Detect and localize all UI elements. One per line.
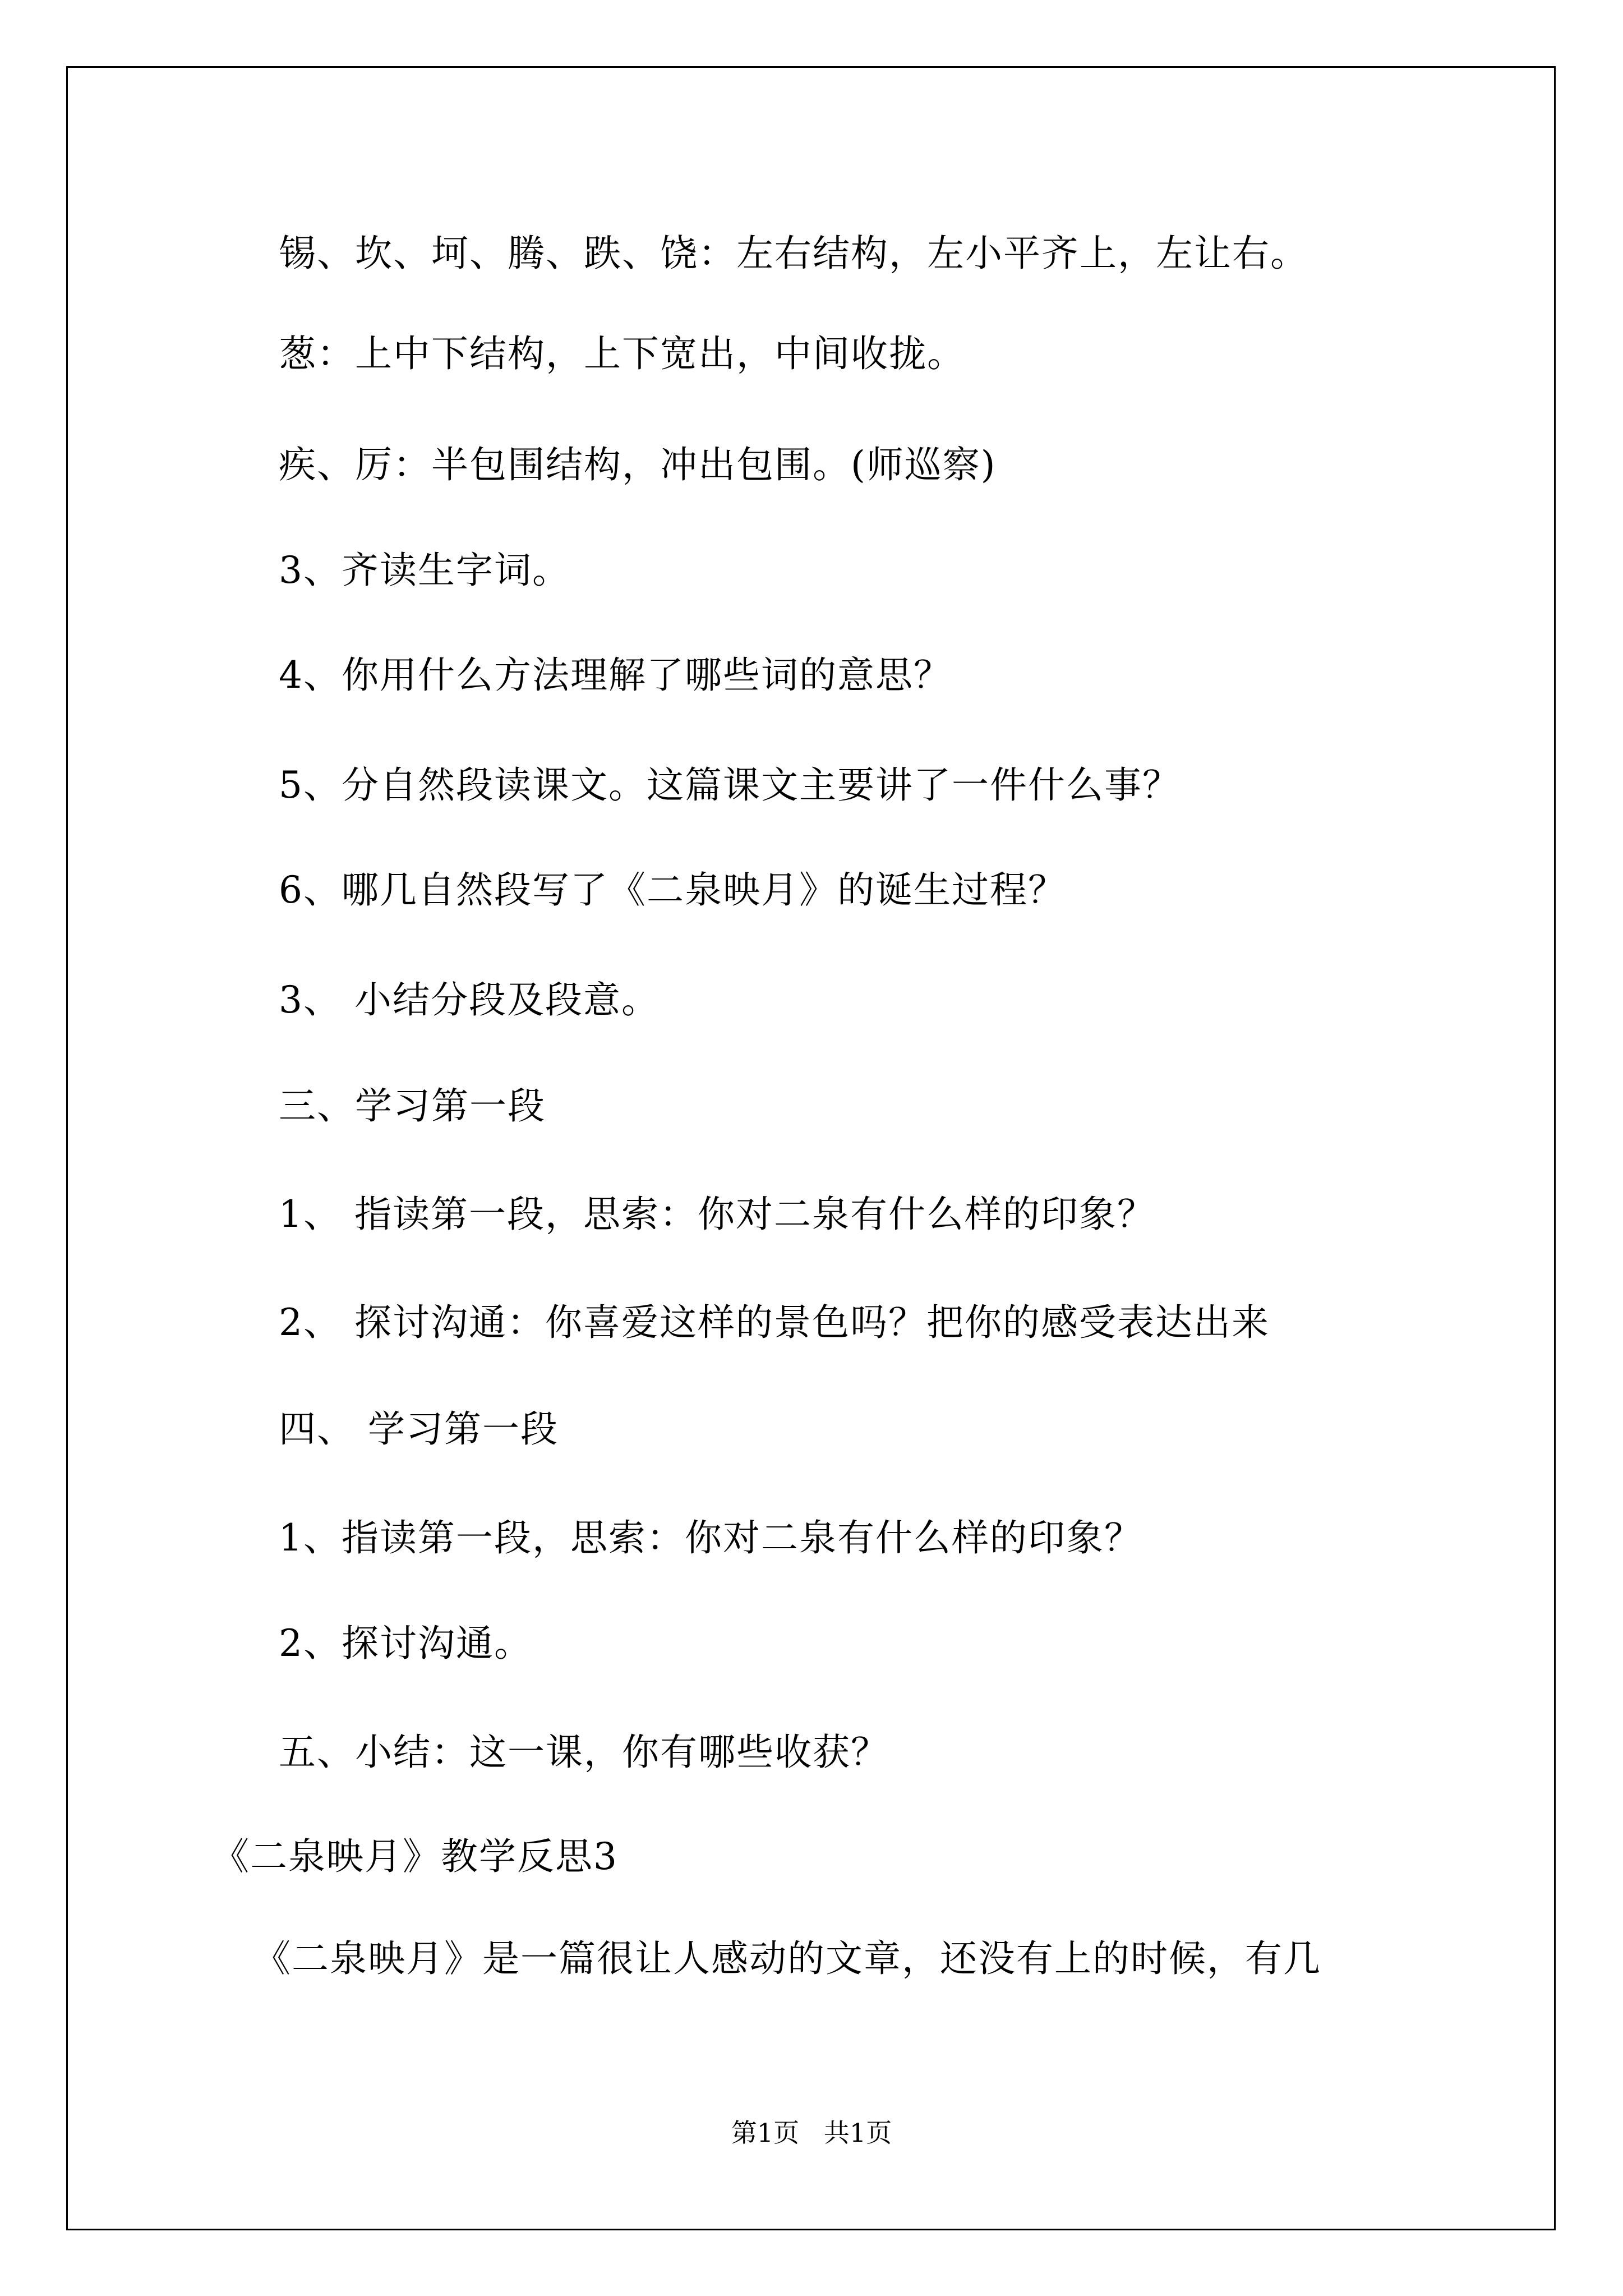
text-line-15: 五、小结：这一课，你有哪些收获？ [279, 1731, 889, 1774]
section-heading: 《二泉映月》教学反思3 [212, 1835, 618, 1878]
text-line-10: 1、 指读第一段，思索：你对二泉有什么样的印象？ [279, 1193, 1155, 1236]
paragraph-start: 《二泉映月》是一篇很让人感动的文章，还没有上的时候，有几 [253, 1937, 1321, 1980]
text-line-1: 锡、坎、坷、腾、跌、饶：左右结构，左小平齐上，左让右。 [279, 232, 1308, 275]
text-line-4: 3、齐读生字词。 [279, 549, 570, 592]
text-line-8: 3、 小结分段及段意。 [279, 978, 660, 1022]
text-line-5: 4、你用什么方法理解了哪些词的意思？ [279, 654, 952, 697]
text-line-11: 2、 探讨沟通：你喜爱这样的景色吗？把你的感受表达出来 [279, 1301, 1270, 1344]
text-line-13: 1、指读第一段，思索：你对二泉有什么样的印象？ [279, 1516, 1142, 1559]
text-line-2: 葱：上中下结构，上下宽出，中间收拢。 [279, 332, 965, 375]
page-frame [66, 66, 1556, 2230]
text-line-14: 2、探讨沟通。 [279, 1622, 532, 1665]
text-line-12: 四、 学习第一段 [279, 1407, 559, 1451]
text-line-9: 三、学习第一段 [279, 1084, 546, 1128]
text-line-6: 5、分自然段读课文。这篇课文主要讲了一件什么事？ [279, 763, 1181, 807]
page-footer: 第1页 共1页 [731, 2118, 892, 2148]
text-line-7: 6、哪几自然段写了《二泉映月》的诞生过程？ [279, 868, 1066, 912]
text-line-3: 疾、厉：半包围结构，冲出包围。(师巡察) [279, 443, 997, 486]
